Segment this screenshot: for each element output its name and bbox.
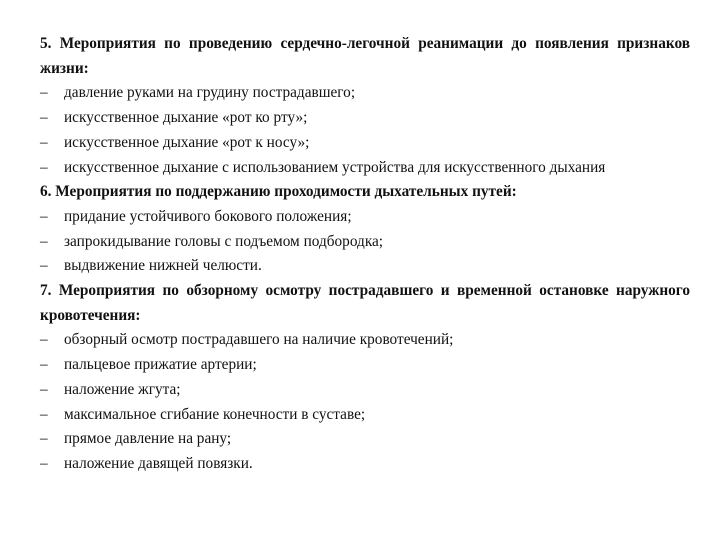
list-item <box>40 378 690 403</box>
list-item <box>40 403 690 428</box>
dash-bullet: – <box>40 331 48 349</box>
list-item <box>40 131 690 156</box>
dash-bullet: – <box>40 405 48 423</box>
list-item <box>40 427 690 452</box>
list-item-text: придание устойчивого бокового положения; <box>64 207 352 225</box>
dash-bullet: – <box>40 109 48 127</box>
section-6 <box>40 180 690 279</box>
list-item-text: искусственное дыхание «рот к носу»; <box>64 133 310 151</box>
list-item-text: прямое давление на рану; <box>64 430 232 448</box>
list-item <box>40 254 690 279</box>
list-item <box>40 156 690 181</box>
section-heading: 7. Мероприятия по обзорному осмотру пострадавшего и временной остановке наружного кровотечения: <box>40 282 690 324</box>
list-item-text: пальцевое прижатие артерии; <box>64 356 257 374</box>
list-item-text: обзорный осмотр пострадавшего на наличие кровотечений; <box>64 331 454 349</box>
section-heading: 5. Мероприятия по проведению сердечно-легочной реанимации до появления признаков жизни: <box>40 35 690 77</box>
section-heading: 6. Мероприятия по поддержанию проходимости дыхательных путей: <box>40 183 517 201</box>
dash-bullet: – <box>40 207 48 225</box>
list-item <box>40 353 690 378</box>
section-7 <box>40 279 690 477</box>
dash-bullet: – <box>40 232 48 250</box>
list-item-text: искусственное дыхание «рот ко рту»; <box>64 109 308 127</box>
list-item-text: давление руками на грудину пострадавшего; <box>64 84 356 102</box>
dash-bullet: – <box>40 257 48 275</box>
dash-bullet: – <box>40 158 48 176</box>
list-item <box>40 328 690 353</box>
dash-bullet: – <box>40 454 48 472</box>
section-5 <box>40 32 690 180</box>
dash-bullet: – <box>40 430 48 448</box>
document-page <box>40 32 690 477</box>
list-item-text: наложение жгута; <box>64 380 181 398</box>
list-item <box>40 106 690 131</box>
list-item <box>40 81 690 106</box>
dash-bullet: – <box>40 84 48 102</box>
list-item-text: запрокидывание головы с подъемом подбородка; <box>64 232 384 250</box>
list-item <box>40 205 690 230</box>
list-item <box>40 452 690 477</box>
list-item-text: выдвижение нижней челюсти. <box>64 257 262 275</box>
list-item <box>40 230 690 255</box>
dash-bullet: – <box>40 380 48 398</box>
dash-bullet: – <box>40 356 48 374</box>
list-item-text: наложение давящей повязки. <box>64 454 253 472</box>
list-item-text: искусственное дыхание с использованием устройства для искусственного дыхания <box>64 158 606 176</box>
dash-bullet: – <box>40 133 48 151</box>
list-item-text: максимальное сгибание конечности в суставе; <box>64 405 366 423</box>
